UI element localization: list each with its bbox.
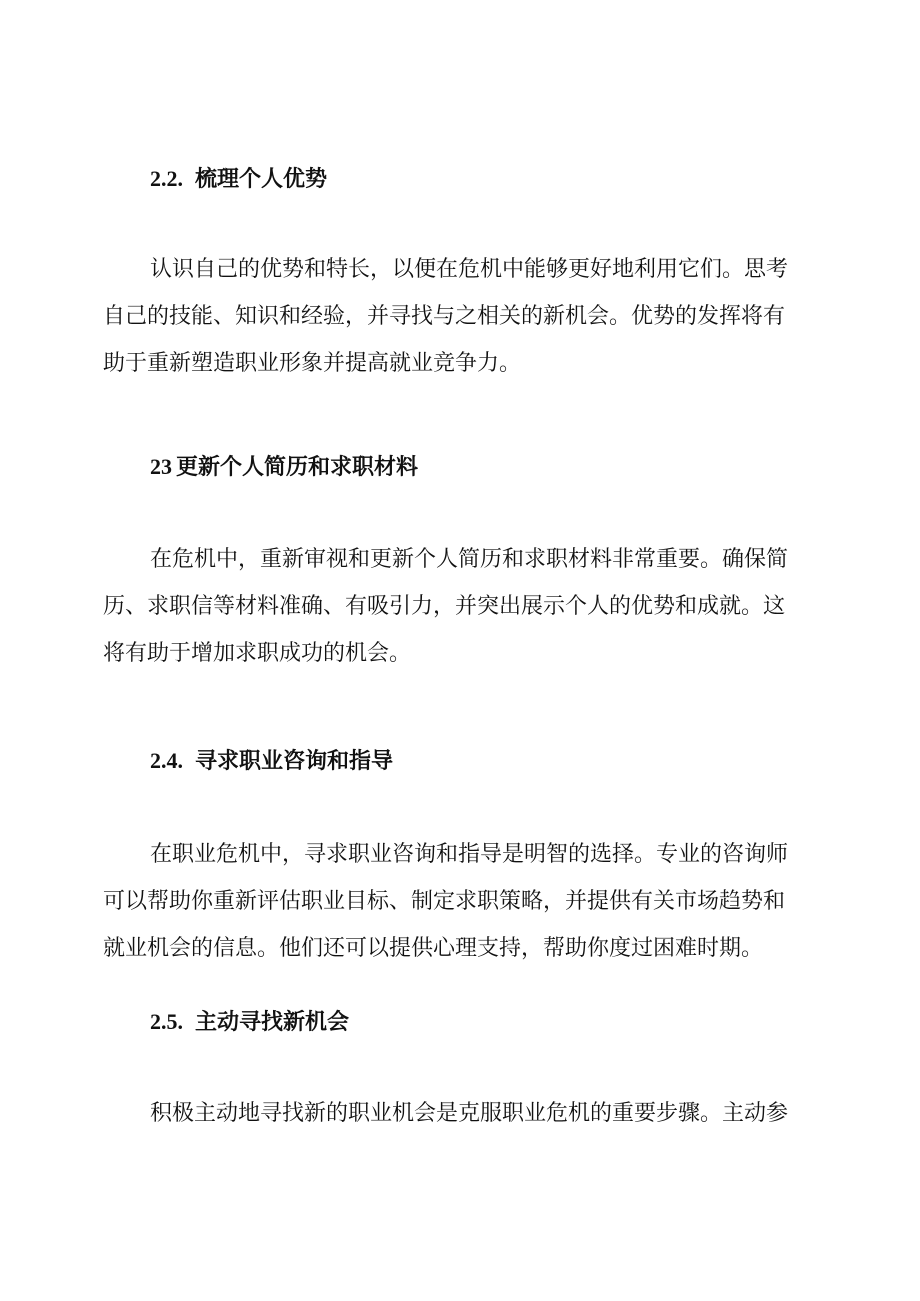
paragraph-line: 认识自己的优势和特长，以便在危机中能够更好地利用它们。思考 [150,257,789,282]
section-heading-2-4 [150,746,393,776]
section-paragraph-2-5 [103,1090,823,1137]
section-heading-2-2 [150,164,327,194]
section-number: 2.2. [150,166,183,191]
section-paragraph-2-2 [103,246,823,387]
section-number: 2.4. [150,748,183,773]
paragraph-line: 历、求职信等材料准确、有吸引力，并突出展示个人的优势和成就。这 [103,594,786,619]
paragraph-line: 将有助于增加求职成功的机会。 [103,641,412,666]
section-title: 寻求职业咨询和指导 [195,748,394,774]
section-paragraph-2-3 [103,536,823,677]
paragraph-line: 在职业危机中，寻求职业咨询和指导是明智的选择。专业的咨询师 [150,842,789,867]
section-title: 主动寻找新机会 [195,1009,350,1035]
paragraph-line: 在危机中，重新审视和更新个人简历和求职材料非常重要。确保简 [150,547,789,572]
paragraph-line: 助于重新塑造职业形象并提高就业竞争力。 [103,351,522,376]
section-title: 梳理个人优势 [195,166,328,192]
section-number: 23 [150,454,172,479]
section-paragraph-2-4 [103,831,823,972]
paragraph-line: 就业机会的信息。他们还可以提供心理支持，帮助你度过困难时期。 [103,936,764,961]
section-heading-2-3 [150,452,418,482]
paragraph-line: 积极主动地寻找新的职业机会是克服职业危机的重要步骤。主动参 [150,1101,789,1126]
paragraph-line: 自己的技能、知识和经验，并寻找与之相关的新机会。优势的发挥将有 [103,304,786,329]
section-heading-2-5 [150,1007,349,1037]
section-number: 2.5. [150,1009,183,1034]
section-title: 更新个人简历和求职材料 [176,454,419,480]
paragraph-line: 可以帮助你重新评估职业目标、制定求职策略，并提供有关市场趋势和 [103,889,786,914]
